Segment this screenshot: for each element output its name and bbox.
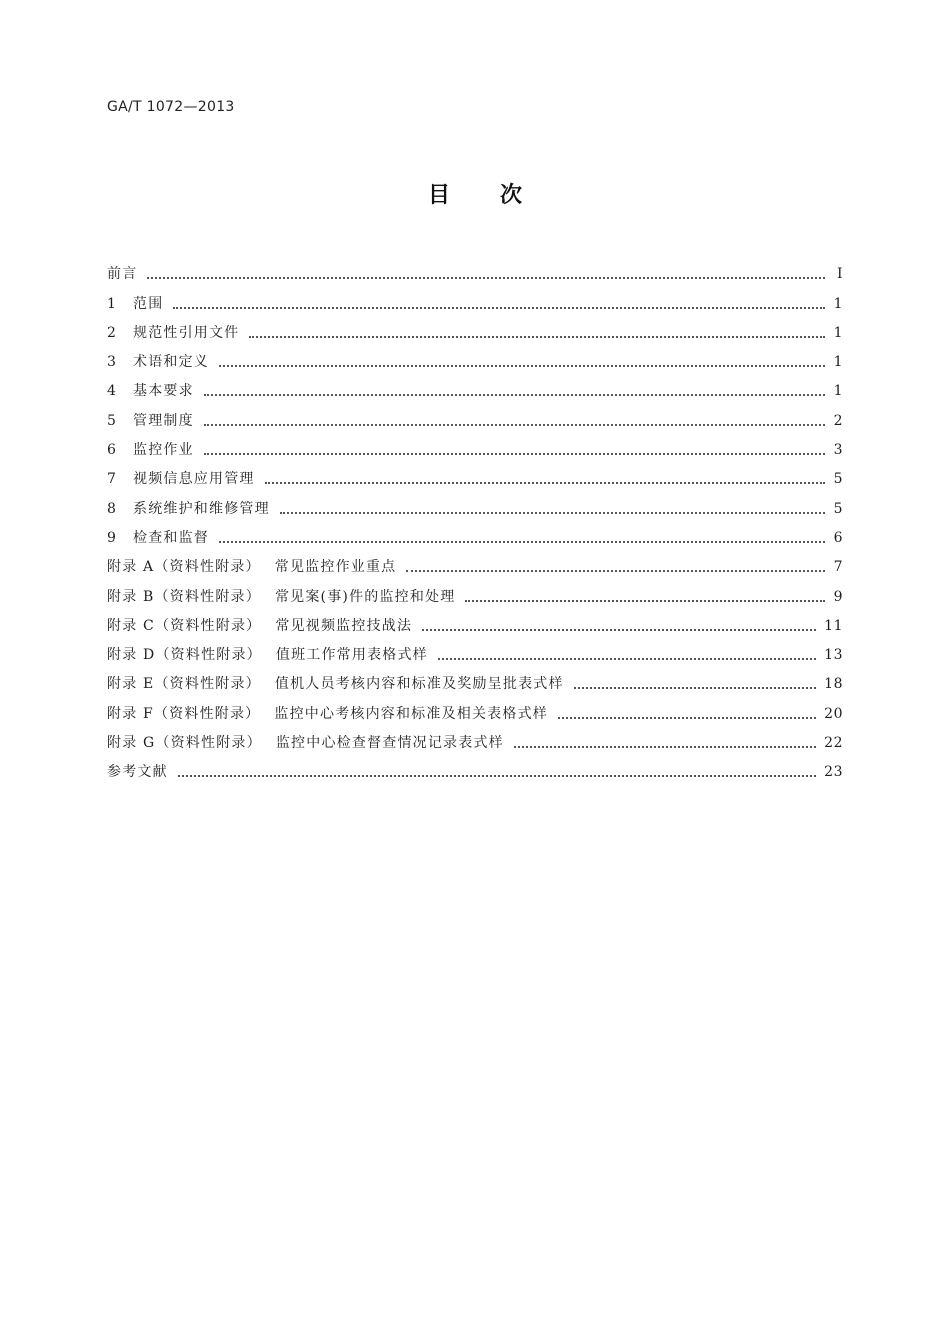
toc-appendix-heading: 附录 G（资料性附录） [107, 735, 262, 752]
dot-leader [178, 775, 816, 777]
toc-entry-label [107, 643, 428, 667]
toc-entry-title: 监控作业 [133, 442, 194, 459]
toc-entry[interactable] [107, 667, 843, 696]
toc-entry[interactable] [107, 696, 843, 725]
toc-entry[interactable] [107, 755, 843, 784]
toc-entry-label [107, 731, 504, 755]
toc-entry-title: 参考文献 [107, 764, 168, 781]
toc-entry-number: 9 [107, 529, 118, 546]
toc-entry-title: 值班工作常用表格式样 [275, 647, 428, 664]
toc-entry-label [133, 467, 255, 491]
dot-leader [204, 424, 825, 426]
toc-appendix-heading: 附录 A（资料性附录） [107, 559, 261, 576]
dot-leader [173, 307, 825, 309]
toc-entry-title: 系统维护和维修管理 [133, 500, 270, 517]
toc-entry[interactable] [107, 491, 843, 520]
toc-entry-number: 6 [107, 442, 118, 459]
toc-entry-page-number: 9 [833, 588, 843, 605]
toc-title [0, 178, 950, 209]
toc-entry-label [133, 409, 194, 433]
toc-title-part1: 目 [427, 183, 450, 208]
toc-entry-number: 8 [107, 500, 118, 517]
toc-entry-title: 管理制度 [133, 412, 194, 429]
toc-entry-label [107, 585, 455, 609]
toc-entry-page-number: 7 [833, 559, 843, 576]
toc-entry-label [133, 379, 194, 403]
toc-entry-title: 规范性引用文件 [133, 324, 240, 341]
toc-entry[interactable] [107, 257, 843, 286]
toc-appendix-heading: 附录 C（资料性附录） [107, 617, 262, 634]
toc-entry-page-number: 11 [824, 617, 843, 634]
toc-entry-number: 5 [107, 412, 118, 429]
toc-entry-page-number: 1 [833, 354, 843, 371]
toc-entry-page-number: 1 [833, 383, 843, 400]
toc-entry-label [133, 292, 163, 316]
dot-leader [219, 365, 825, 367]
dot-leader [574, 687, 816, 689]
toc-entry[interactable] [107, 286, 843, 315]
toc-entry-page-number: 2 [833, 412, 843, 429]
toc-title-part2: 次 [500, 183, 523, 208]
toc-entry-page-number: 23 [824, 764, 843, 781]
toc-entry-page-number: Ⅰ [836, 266, 843, 283]
toc-entry-page-number: 22 [824, 735, 843, 752]
toc-entry[interactable] [107, 462, 843, 491]
dot-leader [280, 512, 825, 514]
toc-entry-title: 范围 [133, 295, 164, 312]
toc-entry-page-number: 6 [833, 529, 843, 546]
toc-appendix-heading: 附录 B（资料性附录） [107, 588, 261, 605]
toc-entry[interactable] [107, 374, 843, 403]
toc-appendix-heading: 附录 E（资料性附录） [107, 676, 261, 693]
dot-leader [514, 746, 816, 748]
toc-entry-label [107, 760, 168, 784]
standard-code: GA/T 1072—2013 [107, 99, 235, 115]
toc-entry-number: 1 [107, 295, 118, 312]
dot-leader [406, 570, 825, 572]
dot-leader [204, 453, 825, 455]
dot-leader [249, 336, 825, 338]
toc-entry-title: 值机人员考核内容和标准及奖励呈批表式样 [274, 676, 564, 693]
toc-entry[interactable] [107, 579, 843, 608]
toc-entry-title: 基本要求 [133, 383, 194, 400]
toc-entry-label [133, 350, 209, 374]
toc-entry-label [107, 614, 412, 638]
dot-leader [465, 600, 825, 602]
toc-entry-label [133, 321, 239, 345]
toc-entry-title: 前言 [107, 266, 138, 283]
toc-entry-label [107, 702, 548, 726]
toc-appendix-heading: 附录 D（资料性附录） [107, 647, 262, 664]
toc-entry-label [107, 672, 564, 696]
toc-entry-page-number: 13 [824, 647, 843, 664]
toc-entry[interactable] [107, 550, 843, 579]
toc-entry-page-number: 1 [833, 295, 843, 312]
toc-entry-label [133, 497, 270, 521]
toc-entry-number: 2 [107, 324, 118, 341]
toc-entry-page-number: 1 [833, 324, 843, 341]
toc-entry[interactable] [107, 521, 843, 550]
toc-entry-label [107, 262, 137, 286]
toc-entry-title: 常见监控作业重点 [274, 559, 397, 576]
dot-leader [265, 482, 825, 484]
toc-entry-label [107, 555, 396, 579]
toc-entry-page-number: 5 [833, 500, 843, 517]
toc-entry[interactable] [107, 433, 843, 462]
dot-leader [204, 394, 825, 396]
toc-entry[interactable] [107, 345, 843, 374]
toc-entry-number: 4 [107, 383, 118, 400]
toc-entry-title: 常见案(事)件的监控和处理 [274, 588, 456, 605]
toc-entry-title: 监控中心检查督查情况记录表式样 [275, 735, 504, 752]
dot-leader [558, 717, 816, 719]
toc-entry-label [133, 438, 194, 462]
toc-entry-page-number: 5 [833, 471, 843, 488]
toc-entry[interactable] [107, 403, 843, 432]
toc-appendix-heading: 附录 F（资料性附录） [107, 705, 261, 722]
dot-leader [219, 541, 825, 543]
toc-entry-title: 常见视频监控技战法 [275, 617, 413, 634]
toc-entry-number: 3 [107, 354, 118, 371]
toc-entry[interactable] [107, 609, 843, 638]
toc-entry[interactable] [107, 316, 843, 345]
dot-leader [422, 629, 816, 631]
toc-entry-title: 监控中心考核内容和标准及相关表格式样 [274, 705, 548, 722]
toc-entry-title: 检查和监督 [133, 529, 209, 546]
dot-leader [438, 658, 816, 660]
toc-entry-page-number: 18 [824, 676, 843, 693]
toc-entry-page-number: 3 [833, 442, 843, 459]
dot-leader [147, 277, 825, 279]
toc-entry-label [133, 526, 209, 550]
toc-entry-title: 术语和定义 [133, 354, 209, 371]
toc-entry-number: 7 [107, 471, 118, 488]
toc-entry-page-number: 20 [824, 705, 843, 722]
toc-entry[interactable] [107, 726, 843, 755]
toc-list [107, 257, 843, 784]
toc-entry-title: 视频信息应用管理 [133, 471, 255, 488]
toc-entry[interactable] [107, 638, 843, 667]
